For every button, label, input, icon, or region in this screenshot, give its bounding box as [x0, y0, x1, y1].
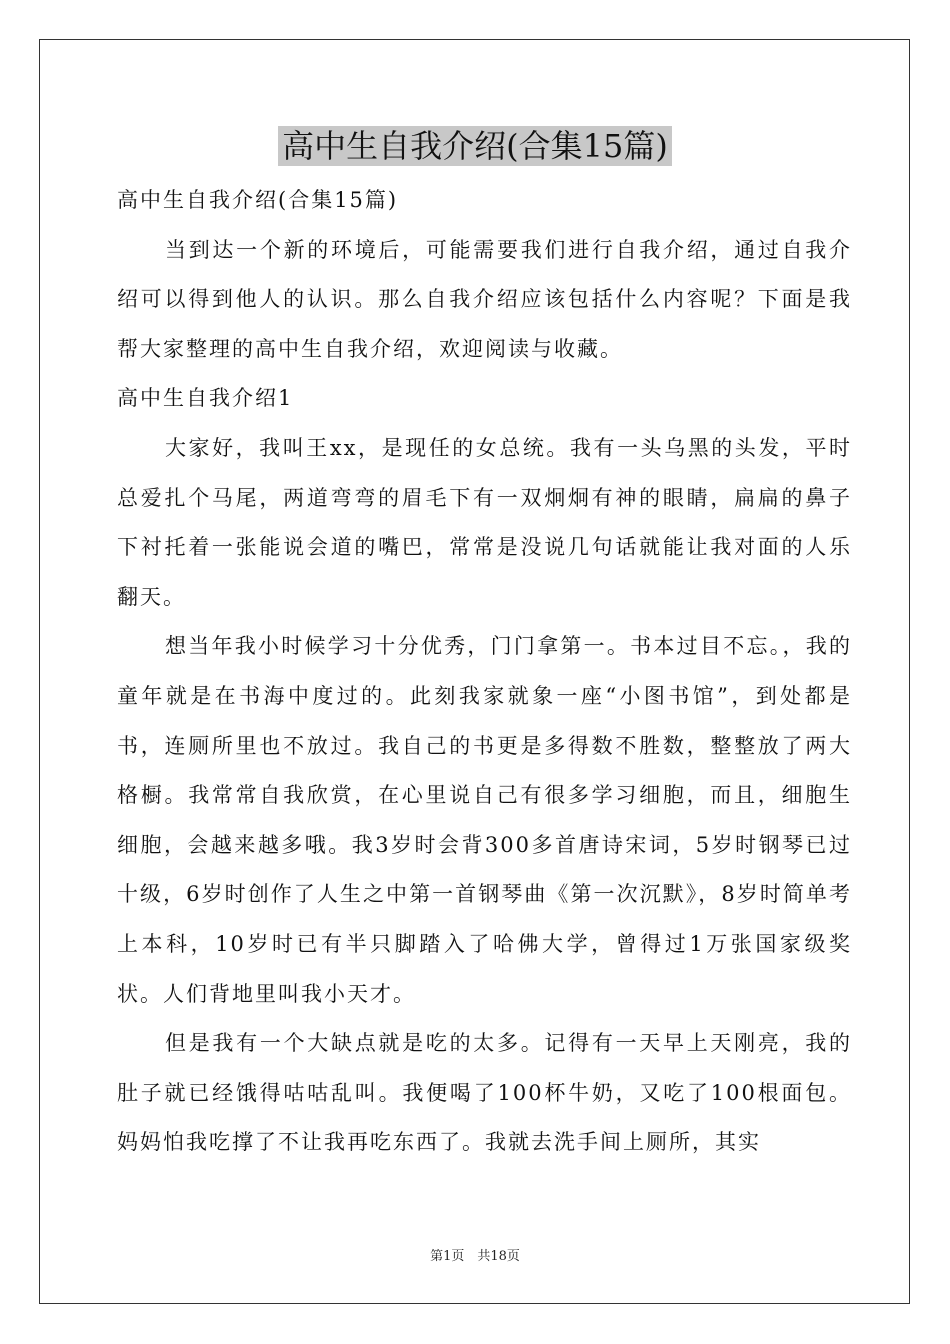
document-body: [117, 176, 852, 1168]
page-footer: 第1页 共18页: [430, 1249, 520, 1264]
body-paragraph-3: 但是我有一个大缺点就是吃的太多。记得有一天早上天刚亮，我的肚子就已经饿得咕咕乱叫。我便喝了100杯牛奶，又吃了100根面包。妈妈怕我吃撑了不让我再吃东西了。我就去洗手间上厕所，其实: [117, 1031, 852, 1155]
document-title: 高中生自我介绍(合集15篇): [278, 126, 672, 166]
intro-paragraph: 当到达一个新的环境后，可能需要我们进行自我介绍，通过自我介绍可以得到他人的认识。那么自我介绍应该包括什么内容呢？下面是我帮大家整理的高中生自我介绍，欢迎阅读与收藏。: [117, 237, 852, 361]
body-paragraph-2: 想当年我小时候学习十分优秀，门门拿第一。书本过目不忘。，我的童年就是在书海中度过的。此刻我家就象一座“小图书馆”，到处都是书，连厕所里也不放过。我自己的书更是多得数不胜数，整整放了两大格橱。我常常自我欣赏，在心里说自己有很多学习细胞，而且，细胞生细胞，会越来越多哦。我3岁时会背300多首唐诗宋词，5岁时钢琴已过十级，6岁时创作了人生之中第一首钢琴曲《第一次沉默》，8岁时简单考上本科，10岁时已有半只脚踏入了哈佛大学，曾得过1万张国家级奖状。人们背地里叫我小天才。: [117, 634, 852, 1006]
body-paragraph-1: 大家好，我叫王xx，是现任的女总统。我有一头乌黑的头发，平时总爱扎个马尾，两道弯弯的眉毛下有一双炯炯有神的眼睛，扁扁的鼻子下衬托着一张能说会道的嘴巴，常常是没说几句话就能让我对面的人乐翻天。: [117, 435, 852, 609]
document-subtitle: 高中生自我介绍(合集15篇): [117, 188, 399, 212]
title-container: [0, 126, 950, 166]
section-heading: 高中生自我介绍1: [117, 386, 294, 411]
